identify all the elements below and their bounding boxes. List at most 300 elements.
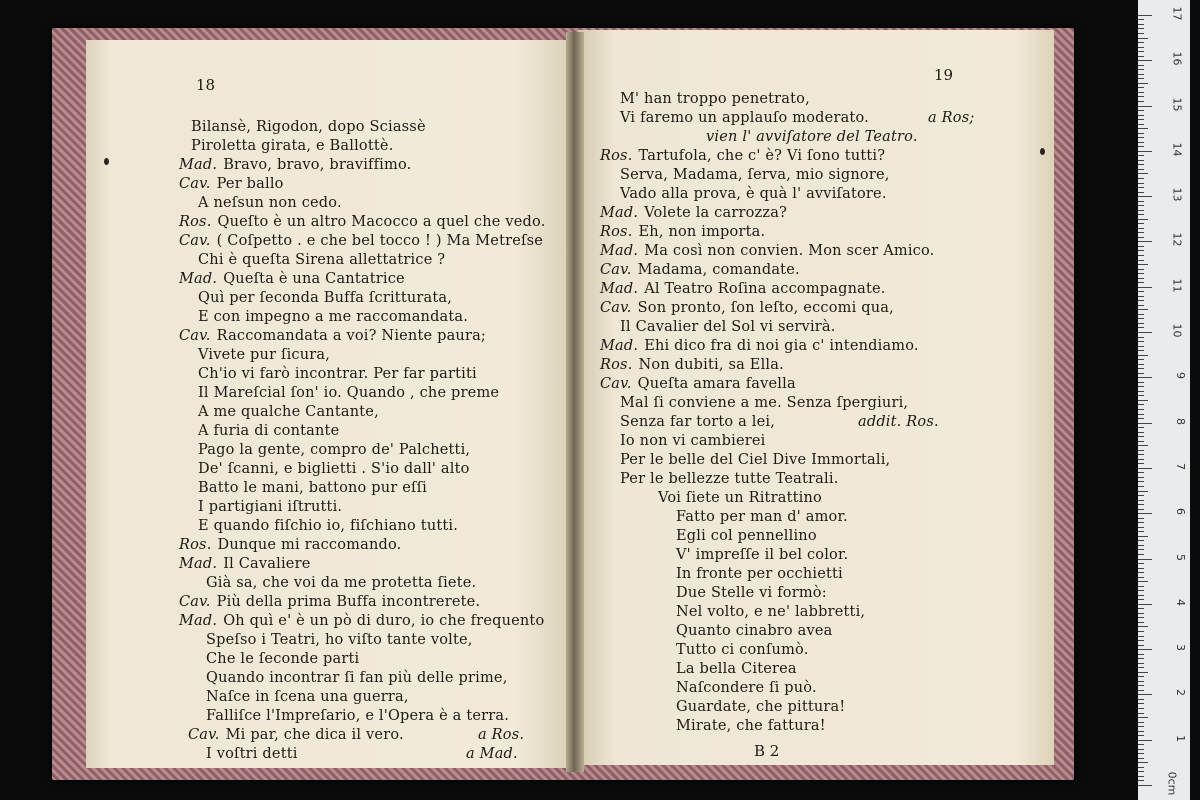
- ruler-minor-tick: [1138, 260, 1144, 261]
- ruler-minor-tick: [1138, 42, 1144, 43]
- ruler-minor-tick: [1138, 309, 1148, 310]
- text-line: [620, 451, 890, 469]
- speaker-label: Mad.: [600, 205, 639, 221]
- ruler-minor-tick: [1138, 65, 1144, 66]
- ruler-minor-tick: [1138, 382, 1144, 383]
- ruler-minor-tick: [1138, 771, 1144, 772]
- binding-hole: [1040, 148, 1045, 155]
- ruler-minor-tick: [1138, 101, 1144, 102]
- ruler-label: 7: [1174, 462, 1187, 470]
- text-line: [676, 527, 817, 545]
- text-line: [179, 270, 405, 288]
- ruler-minor-tick: [1138, 232, 1144, 233]
- ruler-tick: [1138, 649, 1152, 650]
- line-text: E quando fiſchio io, fiſchiano tutti.: [198, 518, 459, 534]
- ruler-minor-tick: [1138, 409, 1144, 410]
- line-text: Naſce in ſcena una guerra,: [206, 689, 409, 705]
- text-line: [198, 289, 452, 307]
- text-line: [198, 403, 379, 421]
- line-text: Quì per ſeconda Buffa ſcritturata,: [198, 290, 453, 306]
- line-text: I partigiani iſtrutti.: [198, 499, 343, 515]
- speaker-label: Ros.: [179, 214, 212, 230]
- signature-mark: B 2: [754, 742, 780, 760]
- text-line: [600, 261, 800, 279]
- ruler-minor-tick: [1138, 717, 1148, 718]
- ruler-minor-tick: [1138, 19, 1144, 20]
- ruler-minor-tick: [1138, 400, 1148, 401]
- ruler-minor-tick: [1138, 255, 1144, 256]
- text-line: [620, 318, 836, 336]
- ruler-minor-tick: [1138, 83, 1148, 84]
- ruler-label: 13: [1170, 187, 1184, 202]
- line-text: Dunque mi raccomando.: [217, 537, 402, 553]
- text-line: [620, 185, 887, 203]
- ruler-minor-tick: [1138, 690, 1144, 691]
- ruler-minor-tick: [1138, 780, 1144, 781]
- ruler-minor-tick: [1138, 654, 1144, 655]
- line-text: Che le ſeconde parti: [206, 651, 360, 667]
- line-text: ( Coſpetto . e che bel tocco ! ) Ma Metreſse: [216, 233, 544, 249]
- ruler-label: 15: [1170, 97, 1184, 111]
- text-line: [600, 337, 919, 355]
- ruler-tick: [1138, 785, 1152, 786]
- ruler-minor-tick: [1138, 636, 1144, 637]
- page-number: 18: [196, 76, 216, 94]
- ruler-minor-tick: [1138, 337, 1144, 338]
- ruler-minor-tick: [1138, 318, 1144, 319]
- text-line: [600, 223, 765, 241]
- line-text: Speſso i Teatri, ho viſto tante volte,: [206, 632, 473, 648]
- text-line: [676, 717, 826, 735]
- text-line: [600, 242, 934, 260]
- ruler-minor-tick: [1138, 137, 1144, 138]
- ruler-label: 4: [1174, 598, 1187, 606]
- ruler-minor-tick: [1138, 590, 1144, 591]
- text-line: [198, 251, 445, 269]
- ruler-minor-tick: [1138, 269, 1144, 270]
- ruler-label: 0cm: [1165, 771, 1179, 796]
- text-line: [198, 498, 342, 516]
- ruler-minor-tick: [1138, 373, 1144, 374]
- ruler-minor-tick: [1138, 645, 1144, 646]
- ruler-minor-tick: [1138, 305, 1144, 306]
- line-text: Volete la carrozza?: [644, 205, 788, 221]
- ruler-label: 2: [1174, 689, 1187, 697]
- text-line: [600, 356, 784, 374]
- page-number: 19: [934, 66, 954, 84]
- text-line: [179, 593, 480, 611]
- ruler-minor-tick: [1138, 703, 1144, 704]
- line-text: Io non vi cambierei: [620, 433, 766, 449]
- ruler-minor-tick: [1138, 291, 1144, 292]
- ruler-minor-tick: [1138, 731, 1144, 732]
- ruler-minor-tick: [1138, 608, 1144, 609]
- line-text: Ch'io vi farò incontrar. Per far partiti: [198, 366, 477, 382]
- ruler-label: 5: [1174, 553, 1187, 561]
- measurement-ruler: [1138, 0, 1190, 800]
- ruler-minor-tick: [1138, 509, 1144, 510]
- line-text: Per le belle del Ciel Dive Immortali,: [620, 452, 891, 468]
- ruler-label: 12: [1170, 232, 1184, 247]
- speaker-label: Cav.: [600, 376, 632, 392]
- ruler-minor-tick: [1138, 223, 1144, 224]
- speaker-label: Ros.: [600, 148, 633, 164]
- speaker-label: Ros.: [179, 537, 212, 553]
- ruler-minor-tick: [1138, 477, 1144, 478]
- line-text: Quando incontrar ſi fan più delle prime,: [206, 670, 508, 686]
- line-text: Nel volto, e ne' labbretti,: [676, 604, 866, 620]
- line-text: Il Mareſcial ſon' io. Quando , che preme: [198, 385, 500, 401]
- text-line: [676, 660, 797, 678]
- ruler-minor-tick: [1138, 92, 1144, 93]
- ruler-minor-tick: [1138, 178, 1144, 179]
- text-line: [179, 175, 284, 193]
- text-line: [620, 166, 890, 184]
- ruler-label: 8: [1174, 417, 1187, 425]
- ruler-minor-tick: [1138, 472, 1144, 473]
- ruler-minor-tick: [1138, 364, 1144, 365]
- ruler-tick: [1138, 740, 1152, 741]
- text-line: [600, 299, 894, 317]
- text-line: [676, 508, 848, 526]
- text-line: [179, 555, 311, 573]
- ruler-tick: [1138, 106, 1152, 107]
- ruler-label: 11: [1170, 278, 1184, 293]
- text-line: [179, 536, 401, 554]
- ruler-minor-tick: [1138, 323, 1144, 324]
- ruler-minor-tick: [1138, 599, 1144, 600]
- ruler-minor-tick: [1138, 115, 1144, 116]
- text-line: [179, 213, 546, 231]
- ruler-minor-tick: [1138, 87, 1144, 88]
- line-text: Già sa, che voi da me protetta ſiete.: [206, 575, 477, 591]
- ruler-minor-tick: [1138, 432, 1144, 433]
- ruler-minor-tick: [1138, 454, 1144, 455]
- ruler-minor-tick: [1138, 282, 1144, 283]
- text-line: [706, 128, 918, 146]
- ruler-minor-tick: [1138, 146, 1144, 147]
- line-text: Bravo, bravo, braviffimo.: [223, 157, 412, 173]
- stage-direction: a Ros;: [928, 110, 975, 126]
- ruler-tick: [1138, 377, 1152, 378]
- ruler-minor-tick: [1138, 273, 1144, 274]
- ruler-minor-tick: [1138, 486, 1144, 487]
- ruler-label: 9: [1174, 372, 1187, 380]
- speaker-label: Mad.: [600, 281, 639, 297]
- speaker-label: Cav.: [179, 328, 211, 344]
- ruler-minor-tick: [1138, 767, 1144, 768]
- line-text: Vi faremo un applauſo moderato.: [620, 110, 869, 126]
- text-line: [179, 232, 543, 250]
- text-line: [206, 574, 476, 592]
- ruler-minor-tick: [1138, 713, 1144, 714]
- line-text: Mal ſi conviene a me. Senza ſpergiuri,: [620, 395, 909, 411]
- line-text: Voi ſiete un Ritrattino: [658, 490, 822, 506]
- ruler-minor-tick: [1138, 672, 1148, 673]
- ruler-minor-tick: [1138, 155, 1144, 156]
- ruler-minor-tick: [1138, 504, 1144, 505]
- ruler-minor-tick: [1138, 219, 1148, 220]
- ruler-minor-tick: [1138, 531, 1144, 532]
- ruler-minor-tick: [1138, 626, 1148, 627]
- line-text: A neſsun non cedo.: [198, 195, 342, 211]
- ruler-label: 10: [1170, 323, 1184, 338]
- line-text: De' ſcanni, e biglietti . S'io dall' alto: [198, 461, 470, 477]
- ruler-tick: [1138, 423, 1152, 424]
- speaker-label: Mad.: [179, 613, 218, 629]
- text-line: [206, 631, 473, 649]
- text-line: [206, 707, 509, 725]
- ruler-tick: [1138, 15, 1152, 16]
- ruler-minor-tick: [1138, 214, 1144, 215]
- ruler-minor-tick: [1138, 128, 1148, 129]
- text-line: [179, 156, 411, 174]
- ruler-minor-tick: [1138, 549, 1144, 550]
- line-text: Pago la gente, compro de' Palchetti,: [198, 442, 471, 458]
- ruler-minor-tick: [1138, 595, 1144, 596]
- ruler-minor-tick: [1138, 164, 1144, 165]
- line-text: A furia di contante: [198, 423, 340, 439]
- line-text: Queſta amara favella: [637, 376, 796, 392]
- ruler-minor-tick: [1138, 246, 1144, 247]
- ruler-minor-tick: [1138, 586, 1144, 587]
- ruler-tick: [1138, 60, 1152, 61]
- ruler-minor-tick: [1138, 563, 1144, 564]
- ruler-label: 16: [1170, 51, 1184, 66]
- ruler-tick: [1138, 468, 1152, 469]
- ruler-minor-tick: [1138, 726, 1144, 727]
- line-text: Senza far torto a lei,: [620, 414, 776, 430]
- text-line: [600, 204, 787, 222]
- text-line: [676, 546, 848, 564]
- ruler-tick: [1138, 332, 1152, 333]
- ruler-minor-tick: [1138, 350, 1144, 351]
- line-text: Due Stelle vi formò:: [676, 585, 827, 601]
- ruler-minor-tick: [1138, 753, 1144, 754]
- ruler-minor-tick: [1138, 169, 1144, 170]
- ruler-minor-tick: [1138, 640, 1144, 641]
- ruler-minor-tick: [1138, 418, 1144, 419]
- ruler-minor-tick: [1138, 341, 1144, 342]
- ruler-minor-tick: [1138, 450, 1144, 451]
- ruler-minor-tick: [1138, 500, 1144, 501]
- ruler-minor-tick: [1138, 481, 1144, 482]
- text-line: [198, 194, 342, 212]
- speaker-label: Mad.: [600, 338, 639, 354]
- ruler-minor-tick: [1138, 491, 1148, 492]
- line-text: Tutto ci conſumò.: [676, 642, 809, 658]
- ruler-minor-tick: [1138, 554, 1144, 555]
- text-line: [198, 517, 458, 535]
- speaker-label: Ros.: [600, 224, 633, 240]
- text-line: [676, 679, 817, 697]
- ruler-minor-tick: [1138, 24, 1144, 25]
- ruler-minor-tick: [1138, 278, 1144, 279]
- text-line: [676, 622, 833, 640]
- ruler-minor-tick: [1138, 427, 1144, 428]
- ruler-minor-tick: [1138, 744, 1144, 745]
- text-line: [198, 460, 470, 478]
- text-line: [600, 147, 885, 165]
- ruler-minor-tick: [1138, 762, 1148, 763]
- ruler-minor-tick: [1138, 622, 1144, 623]
- ruler-minor-tick: [1138, 296, 1144, 297]
- ruler-minor-tick: [1138, 110, 1144, 111]
- text-line: [198, 479, 427, 497]
- line-text: Queſta è una Cantatrice: [223, 271, 405, 287]
- text-line: [620, 109, 869, 127]
- line-text: Vado alla prova, è quà l' avviſatore.: [620, 186, 887, 202]
- line-text: Per ballo: [216, 176, 284, 192]
- line-text: Queſto è un altro Macocco a quel che vedo.: [217, 214, 546, 230]
- ruler-minor-tick: [1138, 69, 1144, 70]
- ruler-minor-tick: [1138, 359, 1144, 360]
- ruler-minor-tick: [1138, 663, 1144, 664]
- ruler-label: 6: [1174, 508, 1187, 516]
- ruler-minor-tick: [1138, 527, 1144, 528]
- speaker-label: Cav.: [179, 233, 211, 249]
- line-text: Tartufola, che c' è? Vi ſono tutti?: [638, 148, 886, 164]
- ruler-tick: [1138, 559, 1152, 560]
- ruler-minor-tick: [1138, 436, 1144, 437]
- text-line: [600, 280, 886, 298]
- text-line: [179, 327, 486, 345]
- ruler-minor-tick: [1138, 47, 1144, 48]
- stage-direction: addit. Ros.: [858, 414, 939, 430]
- text-line: [676, 641, 809, 659]
- ruler-minor-tick: [1138, 183, 1144, 184]
- ruler-minor-tick: [1138, 518, 1144, 519]
- line-text: Mi par, che dica il vero.: [225, 727, 404, 743]
- ruler-minor-tick: [1138, 264, 1148, 265]
- text-line: [676, 698, 845, 716]
- stage-direction: a Ros.: [478, 727, 525, 743]
- ruler-minor-tick: [1138, 300, 1144, 301]
- ruler-minor-tick: [1138, 414, 1144, 415]
- ruler-tick: [1138, 694, 1152, 695]
- line-text: Bilansè, Rigodon, dopo Sciassè: [191, 119, 426, 135]
- text-line: [620, 470, 839, 488]
- ruler-minor-tick: [1138, 51, 1144, 52]
- binding-hole: [104, 158, 109, 165]
- ruler-minor-tick: [1138, 749, 1144, 750]
- line-text: Per le bellezze tutte Teatrali.: [620, 471, 839, 487]
- line-text: Piroletta girata, e Ballottè.: [191, 138, 394, 154]
- ruler-minor-tick: [1138, 459, 1144, 460]
- text-line: [198, 308, 468, 326]
- text-line: [676, 565, 843, 583]
- text-line: [676, 603, 865, 621]
- line-text: E con impegno a me raccomandata.: [198, 309, 469, 325]
- ruler-minor-tick: [1138, 192, 1144, 193]
- text-line: [198, 384, 499, 402]
- ruler-minor-tick: [1138, 96, 1144, 97]
- line-text: Più della prima Buffa incontrerete.: [216, 594, 481, 610]
- ruler-minor-tick: [1138, 463, 1144, 464]
- text-line: [206, 650, 359, 668]
- speaker-label: Cav.: [188, 727, 220, 743]
- line-text: Ehi dico fra di noi gia c' intendiamo.: [644, 338, 919, 354]
- line-text: Eh, non importa.: [638, 224, 766, 240]
- line-text: Vivete pur ſicura,: [198, 347, 331, 363]
- ruler-minor-tick: [1138, 685, 1144, 686]
- line-text: Mirate, che fattura!: [676, 718, 826, 734]
- text-line: [179, 612, 544, 630]
- ruler-minor-tick: [1138, 445, 1148, 446]
- line-text: Al Teatro Roſina accompagnate.: [644, 281, 886, 297]
- ruler-minor-tick: [1138, 581, 1148, 582]
- speaker-label: Mad.: [179, 271, 218, 287]
- line-text: Guardate, che pittura!: [676, 699, 846, 715]
- ruler-minor-tick: [1138, 758, 1144, 759]
- text-line: [191, 137, 394, 155]
- line-text: V' impreſſe il bel color.: [676, 547, 849, 563]
- ruler-minor-tick: [1138, 522, 1144, 523]
- text-line: [620, 394, 908, 412]
- ruler-minor-tick: [1138, 613, 1144, 614]
- line-text: Non dubiti, sa Ella.: [638, 357, 784, 373]
- ruler-minor-tick: [1138, 391, 1144, 392]
- ruler-minor-tick: [1138, 33, 1144, 34]
- ruler-minor-tick: [1138, 314, 1144, 315]
- ruler-minor-tick: [1138, 617, 1144, 618]
- line-text: In fronte per occhietti: [676, 566, 843, 582]
- line-text: Son pronto, ſon leſto, eccomi qua,: [637, 300, 894, 316]
- ruler-minor-tick: [1138, 368, 1144, 369]
- ruler-minor-tick: [1138, 205, 1144, 206]
- text-line: [206, 669, 508, 687]
- ruler-tick: [1138, 151, 1152, 152]
- text-line: [620, 432, 766, 450]
- ruler-minor-tick: [1138, 173, 1148, 174]
- speaker-label: Mad.: [179, 157, 218, 173]
- line-text: Naſcondere ſi può.: [676, 680, 817, 696]
- text-line: [206, 688, 409, 706]
- ruler-minor-tick: [1138, 681, 1144, 682]
- ruler-minor-tick: [1138, 577, 1144, 578]
- ruler-minor-tick: [1138, 142, 1144, 143]
- text-line: [620, 90, 810, 108]
- speaker-label: Mad.: [600, 243, 639, 259]
- text-line: [188, 726, 404, 744]
- line-text: Oh quì e' è un pò di duro, io che frequento: [223, 613, 545, 629]
- ruler-label: 17: [1170, 6, 1184, 21]
- ruler-tick: [1138, 604, 1152, 605]
- ruler-tick: [1138, 287, 1152, 288]
- ruler-minor-tick: [1138, 631, 1144, 632]
- ruler-minor-tick: [1138, 395, 1144, 396]
- line-text: Raccomandata a voi? Niente paura;: [216, 328, 487, 344]
- ruler-minor-tick: [1138, 56, 1144, 57]
- ruler-minor-tick: [1138, 404, 1144, 405]
- ruler-minor-tick: [1138, 776, 1144, 777]
- speaker-label: Mad.: [179, 556, 218, 572]
- text-line: [658, 489, 822, 507]
- ruler-minor-tick: [1138, 386, 1144, 387]
- ruler-minor-tick: [1138, 735, 1144, 736]
- ruler-minor-tick: [1138, 355, 1148, 356]
- book-gutter: [566, 32, 584, 772]
- ruler-minor-tick: [1138, 74, 1144, 75]
- ruler-minor-tick: [1138, 441, 1144, 442]
- ruler-label: 3: [1174, 644, 1187, 652]
- ruler-minor-tick: [1138, 228, 1144, 229]
- text-line: [676, 584, 827, 602]
- ruler-minor-tick: [1138, 160, 1144, 161]
- ruler-minor-tick: [1138, 124, 1144, 125]
- text-line: [600, 375, 796, 393]
- speaker-label: Cav.: [600, 300, 632, 316]
